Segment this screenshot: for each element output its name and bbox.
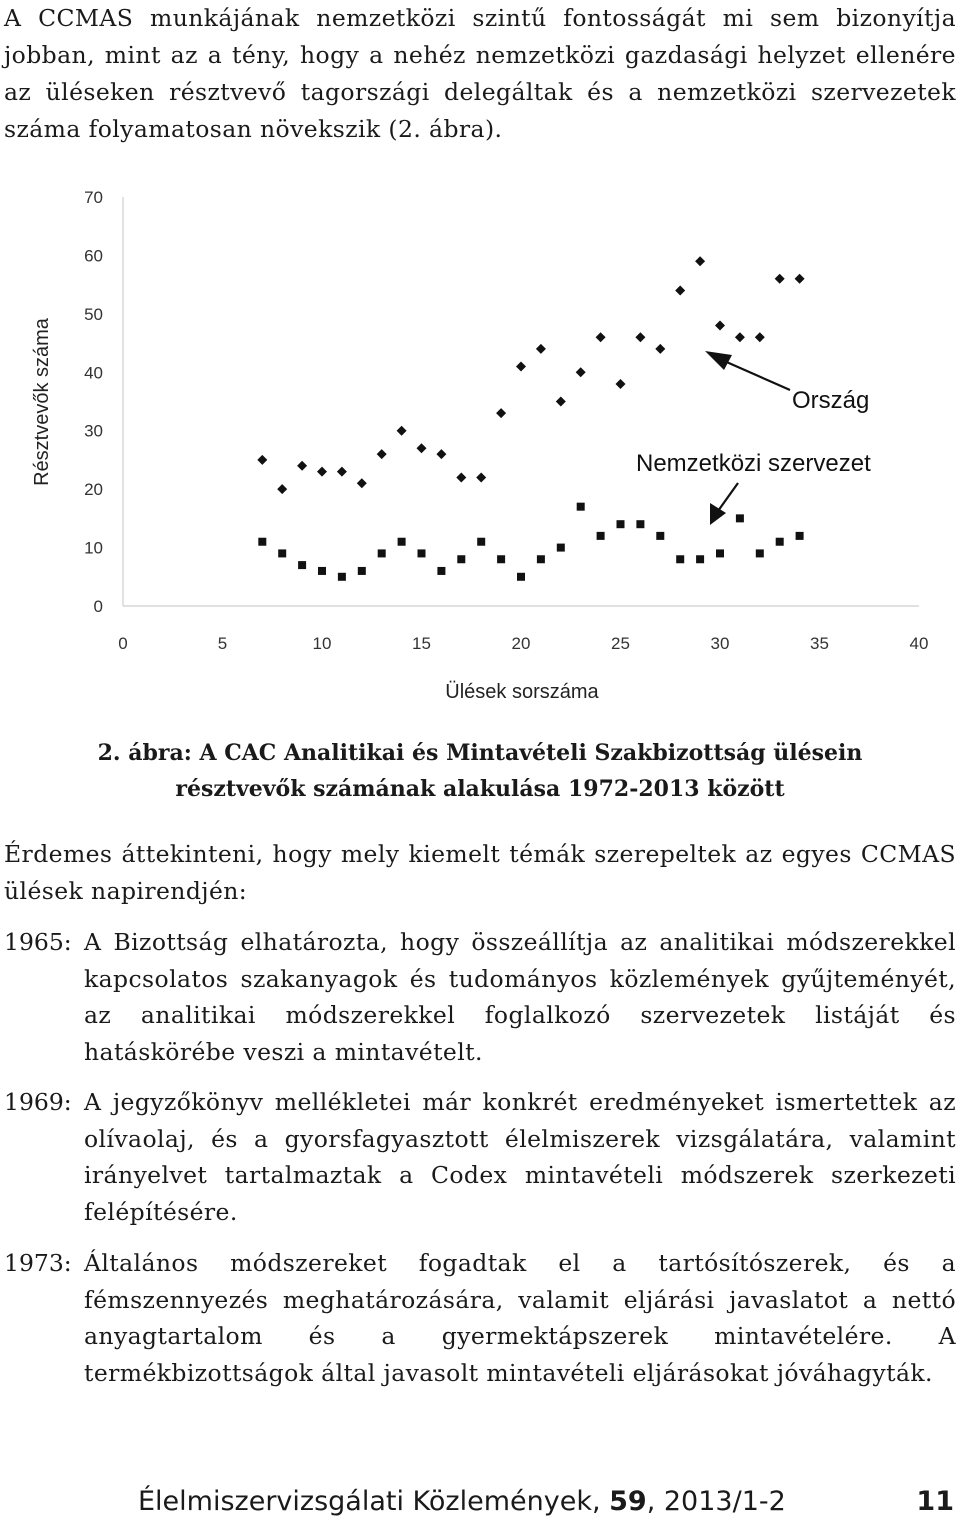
x-tick-label: 30 — [710, 634, 730, 653]
chart-tick-labels — [84, 188, 928, 653]
entry-year: 1973: — [4, 1249, 72, 1277]
caption-line-2: résztvevők számának alakulása 1972-2013 között — [175, 776, 785, 802]
arrow-orszag-head — [705, 351, 732, 370]
nemzetkozi-szervezet-point — [437, 567, 445, 575]
x-axis-label: Ülések sorszáma — [445, 681, 599, 703]
x-tick-label: 15 — [412, 634, 431, 653]
y-tick-label: 30 — [84, 421, 103, 441]
arrow-org-head — [710, 503, 726, 525]
orszag-point — [695, 256, 705, 266]
participants-chart — [0, 175, 960, 715]
entry-text: Általános módszereket fogadtak el a tartósítószerek, és a fémszennyezés meghatározására, valamit eljárási javaslatot a nettó anyagtartalom és a gyermektápszerek mintavételére. A termékbizottságok által javasolt mintavételi eljárásokat jóváhagyták. — [84, 1249, 956, 1387]
orszag-point — [297, 461, 307, 471]
orszag-point — [357, 478, 367, 488]
orszag-point — [476, 472, 486, 482]
nemzetkozi-szervezet-point — [278, 549, 286, 557]
chart-svg — [0, 175, 960, 715]
orszag-point — [417, 443, 427, 453]
orszag-point — [635, 332, 645, 342]
nemzetkozi-szervezet-point — [457, 555, 465, 563]
orszag-point — [496, 408, 506, 418]
nemzetkozi-szervezet-point — [636, 520, 644, 528]
y-tick-label: 10 — [84, 538, 103, 558]
orszag-point — [536, 344, 546, 354]
y-tick-label: 40 — [84, 363, 103, 383]
nemzetkozi-szervezet-point — [696, 555, 704, 563]
entry-text: A jegyzőkönyv mellékletei már konkrét eredményeket ismertettek az olívaolaj, és a gyorsfagyasztott élelmiszerek vizsgálatára, valamint irányelvet tartalmaztak a Codex mintavételi módszerek szerkezeti felépítésére. — [84, 1088, 956, 1226]
nemzetkozi-szervezet-point — [557, 544, 565, 552]
nemzetkozi-szervezet-point — [398, 538, 406, 546]
orszag-point — [257, 455, 267, 465]
orszag-point — [397, 426, 407, 436]
page-footer — [0, 1486, 960, 1526]
x-tick-label: 40 — [909, 634, 929, 653]
orszag-point — [377, 449, 387, 459]
arrow-org-line — [718, 483, 738, 511]
nemzetkozi-szervezet-point — [796, 532, 804, 540]
y-tick-label: 20 — [84, 480, 103, 500]
entry-1965 — [4, 924, 956, 1070]
orszag-point — [616, 379, 626, 389]
y-tick-label: 60 — [84, 246, 103, 266]
nemzetkozi-szervezet-point — [477, 538, 485, 546]
x-tick-label: 0 — [118, 634, 128, 653]
nemzetkozi-szervezet-point — [597, 532, 605, 540]
annotation-nemzetkozi-szervezet: Nemzetközi szervezet — [636, 450, 871, 477]
nemzetkozi-szervezet-point — [756, 549, 764, 557]
orszag-point — [516, 361, 526, 371]
x-tick-label: 5 — [217, 634, 228, 653]
orszag-point — [456, 472, 466, 482]
nemzetkozi-szervezet-point — [298, 561, 306, 569]
entry-1969 — [4, 1084, 956, 1230]
entry-year: 1965: — [4, 928, 72, 956]
nemzetkozi-szervezet-point — [776, 538, 784, 546]
nemzetkozi-szervezet-point — [517, 573, 525, 581]
y-tick-label: 0 — [93, 597, 103, 616]
arrow-orszag-line — [722, 360, 790, 390]
annotation-orszag: Ország — [792, 387, 870, 414]
nemzetkozi-szervezet-point — [497, 555, 505, 563]
orszag-point — [317, 467, 327, 477]
caption-line-1: 2. ábra: A CAC Analitikai és Mintavételi Szakbizottság ülésein — [97, 740, 863, 766]
orszag-point — [337, 467, 347, 477]
chart-points — [257, 256, 804, 581]
nemzetkozi-szervezet-point — [617, 520, 625, 528]
nemzetkozi-szervezet-point — [318, 567, 326, 575]
journal-citation — [138, 1486, 786, 1517]
orszag-point — [795, 274, 805, 284]
entry-1973 — [4, 1245, 956, 1391]
journal-name: Élelmiszervizsgálati Közlemények, — [138, 1486, 601, 1517]
nemzetkozi-szervezet-point — [577, 503, 585, 511]
nemzetkozi-szervezet-point — [537, 555, 545, 563]
orszag-point — [755, 332, 765, 342]
x-tick-label: 35 — [810, 634, 829, 653]
y-tick-label: 70 — [84, 188, 103, 207]
nemzetkozi-szervezet-point — [716, 549, 724, 557]
orszag-point — [277, 484, 287, 494]
orszag-point — [655, 344, 665, 354]
journal-issue: , 2013/1-2 — [646, 1486, 786, 1517]
orszag-point — [596, 332, 606, 342]
nemzetkozi-szervezet-point — [656, 532, 664, 540]
nemzetkozi-szervezet-point — [676, 555, 684, 563]
x-tick-label: 25 — [611, 634, 630, 653]
annotation-arrows — [705, 351, 790, 525]
orszag-point — [775, 274, 785, 284]
figure-caption — [0, 735, 960, 807]
nemzetkozi-szervezet-point — [358, 567, 366, 575]
lead-paragraph: Érdemes áttekinteni, hogy mely kiemelt témák szerepeltek az egyes CCMAS ülések napirendjén: — [4, 840, 956, 905]
nemzetkozi-szervezet-point — [338, 573, 346, 581]
entry-year: 1969: — [4, 1088, 72, 1116]
orszag-point — [436, 449, 446, 459]
y-tick-label: 50 — [84, 304, 103, 324]
nemzetkozi-szervezet-point — [378, 549, 386, 557]
x-tick-label: 20 — [511, 634, 531, 653]
entry-text: A Bizottság elhatározta, hogy összeállítja az analitikai módszerekkel kapcsolatos szakanyagok és tudományos közlemények gyűjteményét, az analitikai módszerekkel foglalkozó szervezetek listáját és hatáskörébe veszi a mintavételt. — [84, 928, 956, 1066]
intro-paragraph: A CCMAS munkájának nemzetközi szintű fontosságát mi sem bizonyítja jobban, mint az a tény, hogy a nehéz nemzetközi gazdasági helyzet ellenére az üléseken résztvevő tagországi delegáltak és a nemzetközi szervezetek száma folyamatosan növekszik (2. ábra). — [4, 4, 956, 143]
orszag-point — [675, 285, 685, 295]
journal-volume: 59 — [609, 1486, 647, 1517]
orszag-point — [735, 332, 745, 342]
nemzetkozi-szervezet-point — [258, 538, 266, 546]
y-axis-label: Résztvevők száma — [31, 318, 53, 486]
page-number: 11 — [916, 1486, 954, 1517]
nemzetkozi-szervezet-point — [736, 514, 744, 522]
x-tick-label: 10 — [312, 634, 332, 653]
orszag-point — [715, 321, 725, 331]
orszag-point — [576, 367, 586, 377]
orszag-point — [556, 397, 566, 407]
nemzetkozi-szervezet-point — [418, 549, 426, 557]
